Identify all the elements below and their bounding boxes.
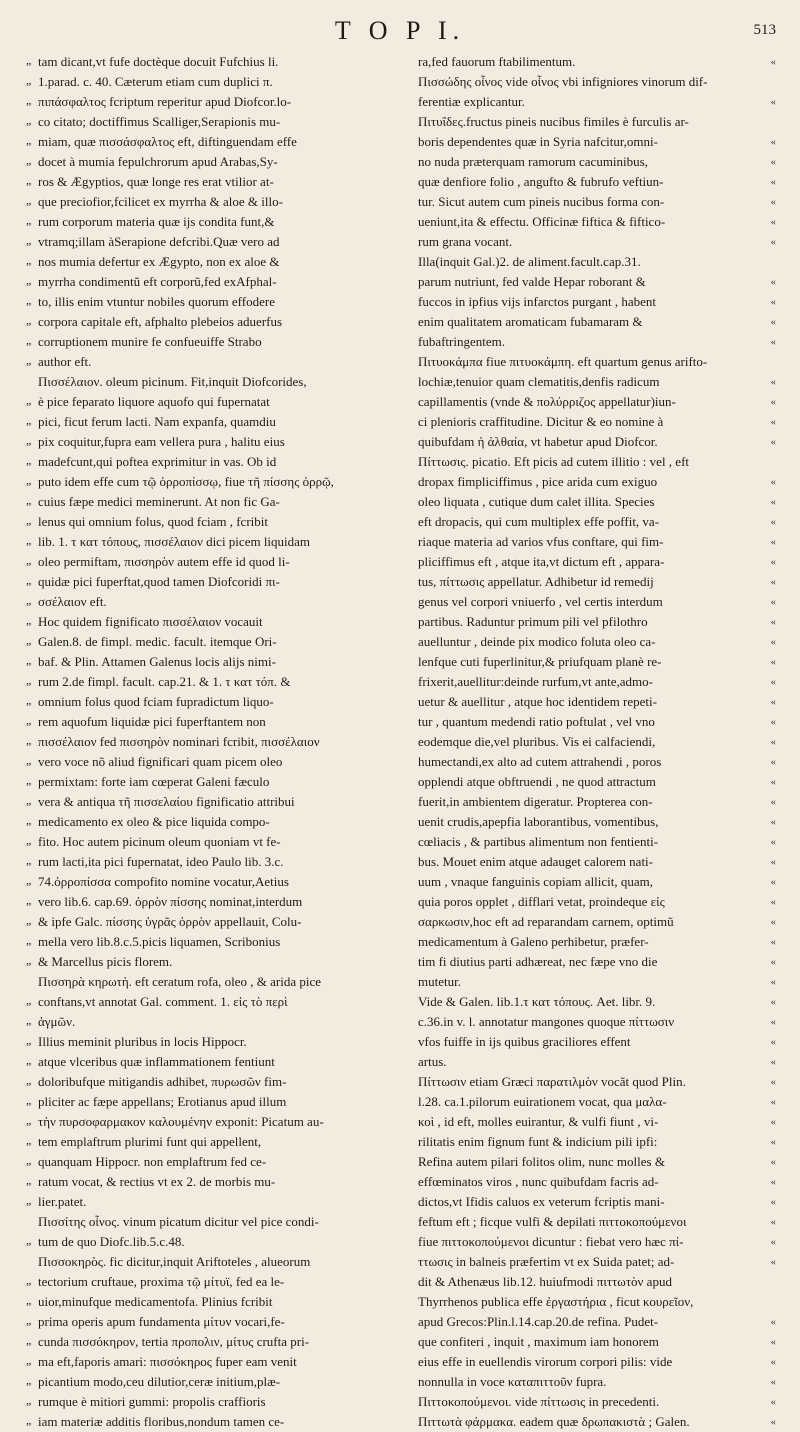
text-line: effœminatos viros , nunc quibufdam facris ad- «: [418, 1172, 776, 1192]
text-line: parum nutriunt, fed valde Hepar roborant & «: [418, 272, 776, 292]
text-line: „ baf. & Plin. Attamen Galenus locis alijs nimi-: [26, 652, 396, 672]
text-line: uenit crudis,apepfia laborantibus, vomentibus, «: [418, 812, 776, 832]
text-line: „ pix coquitur,fupra eam vellera pura , halitu eius: [26, 432, 396, 452]
text-line: quæ denfiore folio , angufto & fubrufo veftiun- «: [418, 172, 776, 192]
text-line: vfos fuiffe in ijs quibus graciliores effent «: [418, 1032, 776, 1052]
text-line: „ ratum vocat, & rectius vt ex 2. de morbis mu-: [26, 1172, 396, 1192]
text-line: enim qualitatem aromaticam fubamaram & «: [418, 312, 776, 332]
text-line: „ prima operis apum fundamenta μίτυν vocari,fe-: [26, 1312, 396, 1332]
text-line: boris dependentes quæ in Syria nafcitur,omni- «: [418, 132, 776, 152]
text-line: dropax fimpliciffimus , pice arida cum exiguo «: [418, 472, 776, 492]
text-line: lenfque cuti fuperlinitur,& priufquam planè re- «: [418, 652, 776, 672]
text-line: „ myrrha condimentũ eft corporũ,fed exAfphal-: [26, 272, 396, 292]
text-line: quia poros opplet , difflari vetat, proindeque εἰς «: [418, 892, 776, 912]
text-line: „ Illius meminit pluribus in locis Hippocr.: [26, 1032, 396, 1052]
text-line: „ rumque è mitiori gummi: propolis craffioris: [26, 1392, 396, 1412]
page-number: 513: [753, 22, 776, 38]
text-line: Refina autem pilari folitos olim, nunc molles & «: [418, 1152, 776, 1172]
text-line: „ mella vero lib.8.c.5.picis liquamen, Scribonius: [26, 932, 396, 952]
text-line: „ puto idem effe cum τῷ ὀρροπίσσῳ, fiue τῆ πίσσης ὀρρῷ,: [26, 472, 396, 492]
text-line: rum grana vocant. «: [418, 232, 776, 252]
text-line: „ to, illis enim vtuntur nobiles quorum effodere: [26, 292, 396, 312]
text-line: „ πισσέλαιον fed πισσηρὸν nominari fcribit, πισσέλαιον: [26, 732, 396, 752]
text-line: „ è pice feparato liquore aquofo qui fupernatat: [26, 392, 396, 412]
text-line: „ tectorium cruftaue, proxima τῷ μίτυϊ, fed ea le-: [26, 1272, 396, 1292]
text-line: „ cunda πισσόκηρον, tertia προπολιν, μίτυς crufta pri-: [26, 1332, 396, 1352]
text-line: Πισσοκηρὸς. fic dicitur,inquit Ariftoteles , alueorum: [38, 1254, 311, 1269]
text-line: capillamentis (vnde & πολύρριζος appellatur)iun- «: [418, 392, 776, 412]
text-line: feftum eft ; ficque vulfi & depilati πιττοκοπούμενοι «: [418, 1212, 776, 1232]
text-line: nonnulla in voce καταπιττοῦν fupra. «: [418, 1372, 776, 1392]
text-line: „ rum corporum materia quæ ijs condita funt,&: [26, 212, 396, 232]
text-line: „ que preciofior,fcilicet ex myrrha & aloe & illo-: [26, 192, 396, 212]
text-line: „ tam dicant,vt fufe doctèque docuit Fufchius li.: [26, 52, 396, 72]
text-line: mutetur. «: [418, 972, 776, 992]
text-line: „ quidæ pici fuperftat,quod tamen Diofcoridi πι-: [26, 572, 396, 592]
text-line: „ lib. 1. τ κατ τόπους, πισσέλαιον dici picem liquidam: [26, 532, 396, 552]
text-line: „ corruptionem munire fe confueuiffe Strabo: [26, 332, 396, 352]
text-line: tim fi diutius parti adhæreat, nec fæpe vno die «: [418, 952, 776, 972]
text-line: Πίττωσις. picatio. Eft picis ad cutem illitio : vel , eft: [418, 454, 690, 469]
text-line: „ cuius fæpe medici meminerunt. At non fic Ga-: [26, 492, 396, 512]
text-line: fiue πιττοκοπούμενοι dicuntur : fiebat vero hæc πί- «: [418, 1232, 776, 1252]
text-line: lochiæ,tenuior quam clematitis,denfis radicum «: [418, 372, 776, 392]
text-line: fubaftringentem. «: [418, 332, 776, 352]
text-line: tur , quantum medendi ratio poftulat , vel vno «: [418, 712, 776, 732]
text-line: „ 1.parad. c. 40. Cæterum etiam cum duplici π.: [26, 72, 396, 92]
right-column: [418, 52, 776, 1432]
text-line: riaque materia ad varios vfus conftare, qui fim- «: [418, 532, 776, 552]
text-line: „ nos mumia defertur ex Ægypto, non ex aloe &: [26, 252, 396, 272]
text-line: „ iam materiæ additis floribus,nondum tamen ce-: [26, 1412, 396, 1432]
running-head: T O P I.: [334, 16, 466, 45]
text-line: „ lenus qui omnium folus, quod fciam , fcribit: [26, 512, 396, 532]
text-line: „ medicamento ex oleo & pice liquida compo-: [26, 812, 396, 832]
text-line: „ uior,minufque medicamentofa. Plinius fcribit: [26, 1292, 396, 1312]
text-line: „ & ipfe Galc. πίσσης ὑγρᾶς ὀρρὸν appellauit, Colu-: [26, 912, 396, 932]
text-line: „ tem emplaftrum plurimi funt qui appellent,: [26, 1132, 396, 1152]
text-line: „ docet à mumia fepulchrorum apud Arabas,Sy-: [26, 152, 396, 172]
text-line: genus vel corpori vniuerfo , vel certis interdum «: [418, 592, 776, 612]
text-line: „ ἀγμῶν.: [26, 1012, 396, 1032]
text-line: fuccos in ipfius vijs infarctos purgant , habent «: [418, 292, 776, 312]
text-line: bus. Mouet enim atque adauget calorem nati- «: [418, 852, 776, 872]
text-line: opplendi atque obftruendi , ne quod attractum «: [418, 772, 776, 792]
text-line: „ pici, ficut ferum lacti. Nam expanfa, quamdiu: [26, 412, 396, 432]
text-line: oleo liquata , cutique dum calet illita. Species «: [418, 492, 776, 512]
text-line: „ ma eft,faporis amari: πισσόκηρος fuper eam venit: [26, 1352, 396, 1372]
text-line: ci plenioris craffitudine. Dicitur & eo nomine à «: [418, 412, 776, 432]
text-line: „ τὴν πυρσοφαρμακον καλουμένην exponit: Picatum au-: [26, 1112, 396, 1132]
text-line: „ vera & antiqua τῆ πισσελαίου fignificatio attribui: [26, 792, 396, 812]
text-line: que confiteri , inquit , maximum iam honorem «: [418, 1332, 776, 1352]
text-line: „ quanquam Hippocr. non emplaftrum fed ce-: [26, 1152, 396, 1172]
text-line: „ & Marcellus picis florem.: [26, 952, 396, 972]
text-line: partibus. Raduntur primum pili vel pfilothro «: [418, 612, 776, 632]
text-line: „ co citato; doctiffimus Scalliger,Serapionis mu-: [26, 112, 396, 132]
text-line: quibufdam ἡ ἀλθαία, vt habetur apud Diofcor. «: [418, 432, 776, 452]
text-line: „ author eft.: [26, 352, 396, 372]
text-line: medicamentum à Galeno perhibetur, præfer- «: [418, 932, 776, 952]
text-line: Πίττωσιν etiam Græci παρατιλμὸν vocãt quod Plin. «: [418, 1072, 776, 1092]
text-line: Πισσώδης οἶνος vide οἶνος vbi infigniores vinorum dif-: [418, 74, 708, 89]
text-line: eodemque die,vel pluribus. Vis ei calfaciendi, «: [418, 732, 776, 752]
text-line: Πισσηρὰ κηρωτὴ. eft ceratum rofa, oleo , & arida pice: [38, 974, 322, 989]
text-line: Πιττωτὰ φάρμακα. eadem quæ δρωπακιστὰ ; Galen. «: [418, 1412, 776, 1432]
text-line: „ tum de quo Diofc.lib.5.c.48.: [26, 1232, 396, 1252]
text-line: Πιτυΐδες.fructus pineis nucibus fimiles è furculis ar-: [418, 114, 689, 129]
text-line: ferentiæ explicantur. «: [418, 92, 776, 112]
text-line: „ permixtam: forte iam cœperat Galeni fæculo: [26, 772, 396, 792]
text-line: Illa(inquit Gal.)2. de aliment.facult.cap.31.: [418, 254, 641, 269]
text-line: Vide & Galen. lib.1.τ κατ τόπους. Aet. libr. 9. «: [418, 992, 776, 1012]
text-line: „ vtramq;illam àSerapione defcribi.Quæ vero ad: [26, 232, 396, 252]
text-line: ueniunt,ita & effectu. Officinæ fiftica & fiftico- «: [418, 212, 776, 232]
text-line: „ fito. Hoc autem picinum oleum quoniam vt fe-: [26, 832, 396, 852]
text-line: humectandi,ex alto ad cutem attrahendi , poros «: [418, 752, 776, 772]
text-line: Thyrrhenos publica effe ἐργαστήρια , ficut κουρεῖον,: [418, 1294, 694, 1309]
text-line: no nuda præterquam ramorum cacuminibus, «: [418, 152, 776, 172]
text-line: l.28. ca.1.pilorum euirationem vocat, qua μαλα- «: [418, 1092, 776, 1112]
text-line: uum , vnaque fanguinis copiam allicit, quam, «: [418, 872, 776, 892]
text-line: artus. «: [418, 1052, 776, 1072]
text-line: „ ros & Ægyptios, quæ longe res erat vtilior at-: [26, 172, 396, 192]
text-line: c.36.in v. l. annotatur mangones quoque πίττωσιν «: [418, 1012, 776, 1032]
text-line: fuerit,in ambientem digeratur. Propterea con- «: [418, 792, 776, 812]
text-line: frixerit,auellitur:deinde rurfum,vt ante,admo- «: [418, 672, 776, 692]
left-column: [26, 52, 396, 1432]
text-line: „ rum 2.de fimpl. facult. cap.21. & 1. τ κατ τόπ. &: [26, 672, 396, 692]
text-line: „ picantium modo,ceu dilutior,ceræ initium,plæ-: [26, 1372, 396, 1392]
text-line: eft dropacis, qui cum multiplex effe poffit, va- «: [418, 512, 776, 532]
text-line: „ omnium folus quod fciam fupradictum liquo-: [26, 692, 396, 712]
text-line: „ corpora capitale eft, afphalto plebeios aduerfus: [26, 312, 396, 332]
text-line: „ rum lacti,ita pici fupernatat, ideo Paulo lib. 3.c.: [26, 852, 396, 872]
text-line: dit & Athenæus lib.12. huiufmodi πιττωτὸν apud: [418, 1274, 672, 1289]
text-line: Πιτυοκάμπα fiue πιτυοκάμπη. eft quartum genus arifto-: [418, 354, 708, 369]
text-line: „ 74.ὀρροπίσσα compofito nomine vocatur,Aetius: [26, 872, 396, 892]
text-line: „ vero lib.6. cap.69. ὀρρὸν πίσσης nominat,interdum: [26, 892, 396, 912]
page-header: [0, 14, 800, 50]
text-line: tus, πίττωσις appellatur. Adhibetur id remedij «: [418, 572, 776, 592]
text-line: σαρκωσιν,hoc eft ad reparandam carnem, optimũ «: [418, 912, 776, 932]
text-line: „ rem aquofum liquidæ pici fuperftantem non: [26, 712, 396, 732]
text-line: „ πιπάσφαλτος fcriptum reperitur apud Diofcor.lo-: [26, 92, 396, 112]
text-line: „ doloribufque mitigandis adhibet, πυρωσῶν fim-: [26, 1072, 396, 1092]
text-line: κοὶ , id eft, molles euirantur, & vulfi fiunt , vi- «: [418, 1112, 776, 1132]
text-line: „ conftans,vt annotat Gal. comment. 1. εἰς τὸ περὶ: [26, 992, 396, 1012]
text-line: rilitatis enim fignum funt & indicium pili ipfi: «: [418, 1132, 776, 1152]
text-line: ra,fed fauorum ftabilimentum. «: [418, 52, 776, 72]
text-line: „ pliciter ac fæpe appellans; Erotianus apud illum: [26, 1092, 396, 1112]
text-line: Πισσέλαιον. oleum picinum. Fit,inquit Diofcorides,: [38, 374, 307, 389]
text-line: cœliacis , & partibus alimentum non fentienti- «: [418, 832, 776, 852]
text-line: „ Galen.8. de fimpl. medic. facult. itemque Ori-: [26, 632, 396, 652]
text-line: „ vero voce nõ aliud fignificari quam picem oleo: [26, 752, 396, 772]
text-line: eius effe in euellendis virorum corpori pilis: vide «: [418, 1352, 776, 1372]
text-line: „ madefcunt,qui poftea exprimitur in vas. Ob id: [26, 452, 396, 472]
text-line: „ Hoc quidem fignificato πισσέλαιον vocauit: [26, 612, 396, 632]
text-line: „ miam, quæ πισσάσφαλτος eft, diftinguendam effe: [26, 132, 396, 152]
text-line: „ atque vlceribus quæ inflammationem fentiunt: [26, 1052, 396, 1072]
text-line: Πισσίτης οἶνος. vinum picatum dicitur vel pice condi-: [38, 1214, 319, 1229]
text-line: ττωσις in balneis præfertim vt ex Suida patet; ad- «: [418, 1252, 776, 1272]
text-line: uetur & auellitur , atque hoc identidem repeti- «: [418, 692, 776, 712]
text-line: „ oleo permiftam, πισσηρὸν autem effe id quod li-: [26, 552, 396, 572]
text-line: apud Grecos:Plin.l.14.cap.20.de refina. Pudet- «: [418, 1312, 776, 1332]
text-line: tur. Sicut autem cum pineis nucibus forma con- «: [418, 192, 776, 212]
text-line: pliciffimus eft , atque ita,vt dictum eft , appara- «: [418, 552, 776, 572]
text-line: dictos,vt Ifidis caluos ex veterum fcriptis mani- «: [418, 1192, 776, 1212]
text-line: Πιττοκοπούμενοι. vide πίττωσις in precedenti. «: [418, 1392, 776, 1412]
text-line: auelluntur , deinde pix modico foluta oleo ca- «: [418, 632, 776, 652]
text-line: „ σσέλαιον eft.: [26, 592, 396, 612]
text-line: „ lier.patet.: [26, 1192, 396, 1212]
